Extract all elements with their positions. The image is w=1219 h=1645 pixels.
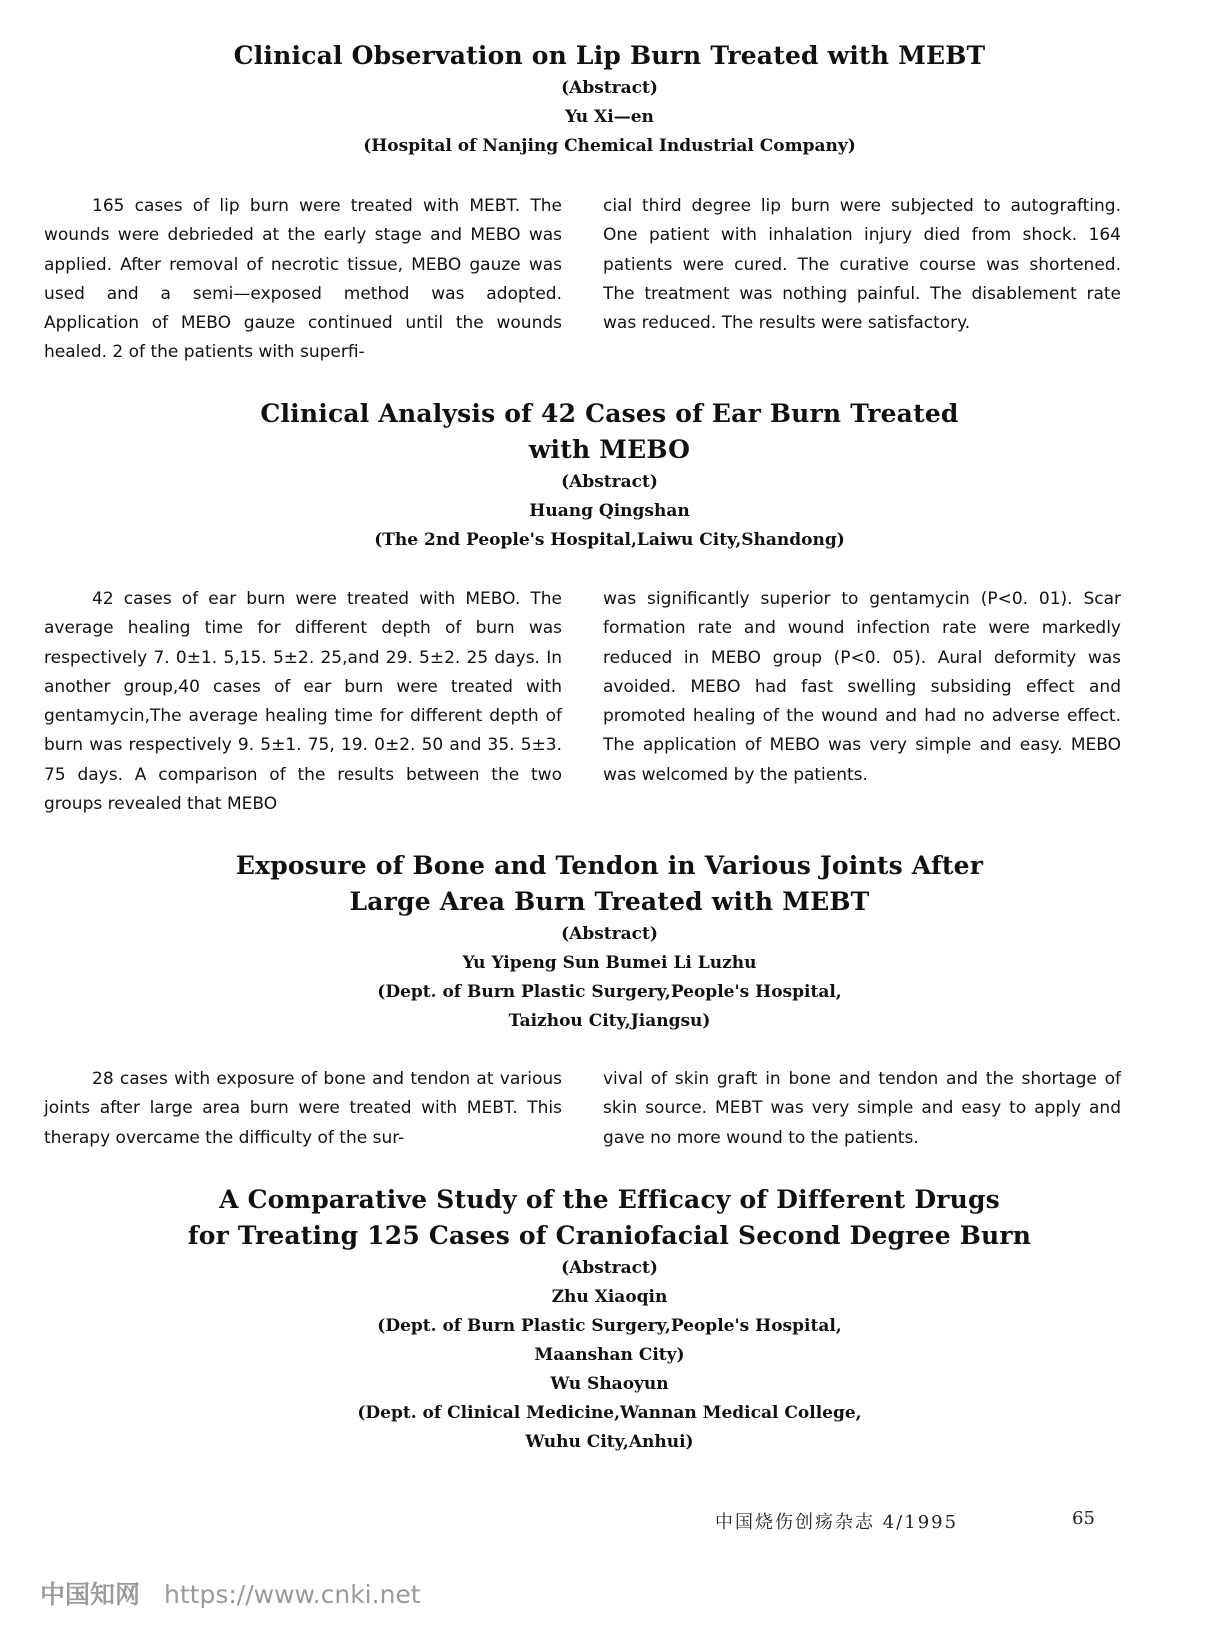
affiliation-line-1: (Dept. of Burn Plastic Surgery,People's Hospital,: [377, 982, 842, 1002]
author: Huang Qingshan: [529, 501, 690, 521]
body-text: was significantly superior to gentamycin (P<0. 01). Scar formation rate and wound infection rate were markedly reduced in MEBO group (P<0. 05). Aural deformity was avoided. MEBO had fast swelling subsiding effect and promoted healing of the wound and had no adverse effect. The application of MEBO was very simple and easy. MEBO was welcomed by the patients.: [603, 589, 1121, 785]
affiliation: (Hospital of Nanjing Chemical Industrial Company): [363, 136, 856, 156]
article-2-col-right: [603, 585, 1121, 790]
article-3-col-left: [44, 1065, 562, 1153]
author: Yu Xi—en: [565, 107, 654, 127]
article-title-line-1: Exposure of Bone and Tendon in Various Joints After: [235, 851, 984, 880]
abstract-label: (Abstract): [561, 1258, 658, 1278]
affiliation: (The 2nd People's Hospital,Laiwu City,Shandong): [374, 530, 845, 550]
affiliation-2-line-2: Wuhu City,Anhui): [525, 1432, 694, 1452]
abstract-label: (Abstract): [561, 78, 658, 98]
journal-name: 中国烧伤创疡杂志 4/1995: [715, 1512, 959, 1533]
affiliation-2-line-1: (Dept. of Clinical Medicine,Wannan Medical College,: [357, 1403, 862, 1423]
article-title-line-2: Large Area Burn Treated with MEBT: [349, 887, 870, 916]
article-1-col-left: [44, 192, 562, 368]
article-title-line-2: for Treating 125 Cases of Craniofacial Second Degree Burn: [187, 1221, 1032, 1250]
body-text: cial third degree lip burn were subjected to autografting. One patient with inhalation injury died from shock. 164 patients were cured. The curative course was shortened. The treatment was nothing painful. The disablement rate was reduced. The results were satisfactory.: [603, 196, 1121, 334]
cnki-logo: 中国知网: [40, 1580, 141, 1609]
affiliation-1-line-1: (Dept. of Burn Plastic Surgery,People's Hospital,: [377, 1316, 842, 1336]
page-number: 65: [1072, 1508, 1095, 1529]
article-title-line-1: A Comparative Study of the Efficacy of Different Drugs: [219, 1185, 1000, 1214]
article-3-col-right: [603, 1065, 1121, 1153]
cnki-watermark: [40, 1575, 421, 1611]
article-4-header: [0, 1182, 1219, 1457]
author-2: Wu Shaoyun: [550, 1374, 669, 1394]
article-title-line-2: with MEBO: [528, 435, 691, 464]
body-text: vival of skin graft in bone and tendon and the shortage of skin source. MEBT was very simple and easy to apply and gave no more wound to the patients.: [603, 1069, 1121, 1148]
body-text: 165 cases of lip burn were treated with MEBT. The wounds were debrieded at the early stage and MEBO was applied. After removal of necrotic tissue, MEBO gauze was used and a semi—exposed method was adopted. Application of MEBO gauze continued until the wounds healed. 2 of the patients with superfi-: [44, 196, 562, 363]
body-text: 42 cases of ear burn were treated with MEBO. The average healing time for different depth of burn was respectively 7. 0±1. 5,15. 5±2. 25,and 29. 5±2. 25 days. In another group,40 cases of ear burn were treated with gentamycin,The average healing time for different depth of burn was respectively 9. 5±1. 75, 19. 0±2. 50 and 35. 5±3. 75 days. A comparison of the results between the two groups revealed that MEBO: [44, 589, 562, 815]
article-2-col-left: [44, 585, 562, 819]
body-text: 28 cases with exposure of bone and tendon at various joints after large area burn were treated with MEBT. This therapy overcame the difficulty of the sur-: [44, 1069, 562, 1148]
cnki-url[interactable]: https://www.cnki.net: [164, 1580, 421, 1609]
abstract-label: (Abstract): [561, 924, 658, 944]
author-1: Zhu Xiaoqin: [551, 1287, 668, 1307]
article-title: Clinical Observation on Lip Burn Treated with MEBT: [233, 41, 986, 70]
article-title-line-1: Clinical Analysis of 42 Cases of Ear Burn Treated: [260, 399, 959, 428]
affiliation-1-line-2: Maanshan City): [534, 1345, 685, 1365]
article-1-header: [0, 38, 1219, 161]
abstract-label: (Abstract): [561, 472, 658, 492]
article-3-header: [0, 848, 1219, 1036]
affiliation-line-2: Taizhou City,Jiangsu): [508, 1011, 711, 1031]
article-1-col-right: [603, 192, 1121, 338]
authors: Yu Yipeng Sun Bumei Li Luzhu: [462, 953, 757, 973]
article-2-header: [0, 396, 1219, 555]
